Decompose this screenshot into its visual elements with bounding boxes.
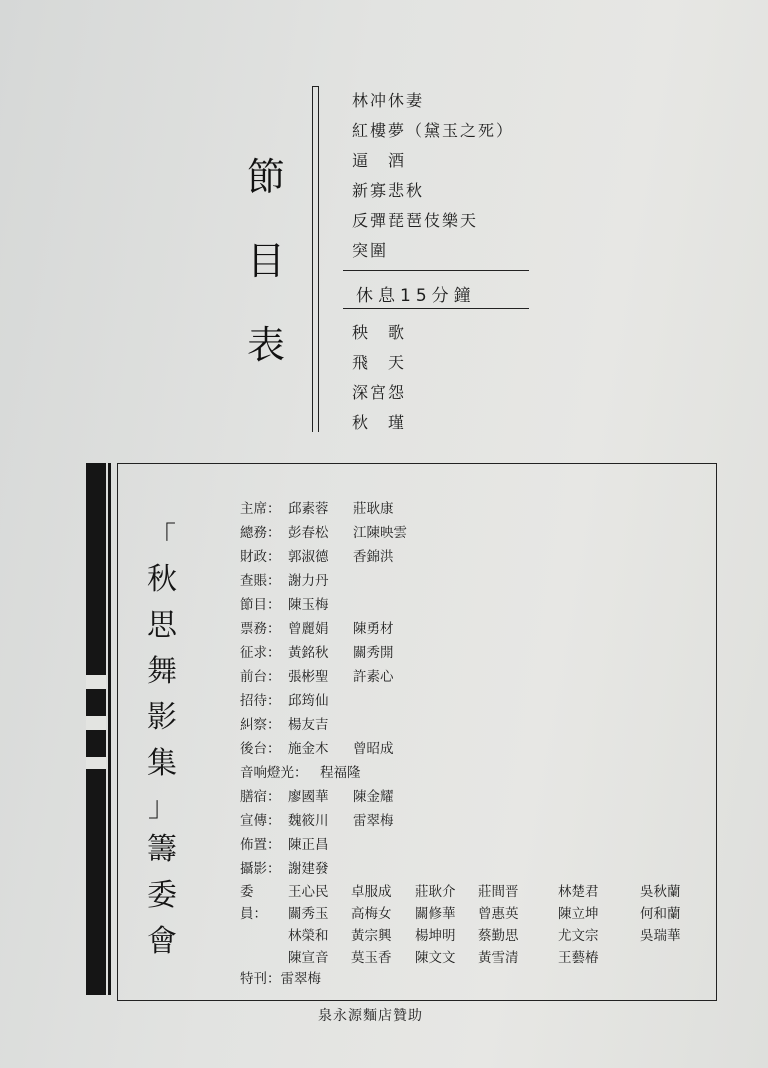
role-member-name: 魏筱川 [288, 813, 329, 829]
members-column [415, 881, 456, 969]
committee-title-char: 委 [147, 878, 177, 913]
role-member-name: 邱素蓉 [288, 501, 329, 517]
program-list-part2 [352, 318, 406, 438]
members-column [351, 881, 392, 969]
role-label: 宣傳： [240, 813, 281, 829]
role-label: 總務： [240, 525, 281, 541]
committee-title-char: 會 [147, 924, 177, 959]
role-label: 糾察： [240, 717, 281, 733]
member-name: 高梅女 [351, 906, 392, 922]
role-label: 征求： [240, 645, 281, 661]
member-name: 莫玉香 [351, 950, 392, 966]
role-member-name: 許素心 [353, 669, 394, 685]
bar-gap [86, 716, 106, 730]
member-name: 關修華 [415, 906, 456, 922]
role-member-name: 陳勇材 [353, 621, 394, 637]
role-label: 膳宿： [240, 789, 281, 805]
intermission-rule-bottom [343, 308, 529, 309]
committee-title-char: 」 [147, 790, 176, 823]
role-member-name: 廖國華 [288, 789, 329, 805]
program-item: 秧 歌 [352, 323, 407, 342]
program-item: 秋 瑾 [352, 413, 407, 432]
role-member-name: 莊耿康 [353, 501, 394, 517]
program-item: 突圍 [352, 241, 389, 260]
committee-title-char: 秋 [147, 562, 177, 597]
member-name: 關秀玉 [288, 906, 329, 922]
bar-gap [86, 757, 106, 769]
members-column [558, 881, 599, 969]
program-item: 反彈琵琶伎樂天 [352, 211, 479, 230]
members-column [478, 881, 519, 969]
member-name: 吳瑞華 [640, 928, 681, 944]
members-column [640, 881, 681, 947]
role-member-name: 香錦洪 [353, 549, 394, 565]
program-title [240, 135, 292, 387]
program-list-part1 [352, 86, 552, 266]
members-column [288, 881, 329, 969]
program-item: 飛 天 [352, 353, 407, 372]
member-name: 莊耿介 [415, 884, 456, 900]
program-divider-line [312, 86, 319, 432]
member-name: 陳立坤 [558, 906, 599, 922]
member-name: 莊間晋 [478, 884, 519, 900]
program-item: 林冲休妻 [352, 91, 425, 110]
member-name: 陳文文 [415, 950, 456, 966]
program-title-char: 表 [246, 323, 285, 367]
committee-title-char: 舞 [147, 654, 177, 689]
member-name: 何和蘭 [640, 906, 681, 922]
member-name: 黃宗興 [351, 928, 392, 944]
intermission-rule-top [343, 270, 529, 271]
committee-title [140, 517, 184, 965]
role-member-name: 關秀開 [353, 645, 394, 661]
role-member-name: 謝建發 [288, 861, 329, 877]
role-label: 招待： [240, 693, 281, 709]
member-name: 楊坤明 [415, 928, 456, 944]
role-label: 查賬： [240, 573, 281, 589]
member-name: 黃雪清 [478, 950, 519, 966]
role-member-name: 曾昭成 [353, 741, 394, 757]
role-member-name: 黃銘秋 [288, 645, 329, 661]
role-label: 財政： [240, 549, 281, 565]
committee-title-char: 籌 [147, 832, 177, 867]
role-member-name: 陳金耀 [353, 789, 394, 805]
role-label: 主席： [240, 501, 281, 517]
role-member-name: 彭春松 [288, 525, 329, 541]
committee-title-char: 集 [147, 746, 177, 781]
role-member-name: 郭淑德 [288, 549, 329, 565]
program-title-char: 節 [246, 155, 285, 199]
role-label: 前台： [240, 669, 281, 685]
member-name: 林榮和 [288, 928, 329, 944]
role-member-name: 楊友吉 [288, 717, 329, 733]
committee-title-char: 「 [147, 520, 176, 553]
program-item: 紅樓夢（黛玉之死） [352, 121, 515, 140]
special-issue-name: 雷翠梅 [280, 971, 321, 987]
role-member-name: 邱筠仙 [288, 693, 329, 709]
role-member-name: 曾麗娟 [288, 621, 329, 637]
bar-gap [86, 675, 106, 689]
member-name: 曾惠英 [478, 906, 519, 922]
member-name: 卓服成 [351, 884, 392, 900]
member-name: 吳秋蘭 [640, 884, 681, 900]
decorative-thin-bar [108, 463, 111, 995]
role-member-name: 謝力丹 [288, 573, 329, 589]
sponsor-line: 泉永源麵店贊助 [318, 1008, 423, 1024]
role-label: 後台： [240, 741, 281, 757]
member-name: 王心民 [288, 884, 329, 900]
role-member-name: 程福隆 [320, 765, 361, 781]
member-name: 王藝椿 [558, 950, 599, 966]
role-member-name: 張彬聖 [288, 669, 329, 685]
member-name: 林楚君 [558, 884, 599, 900]
program-item: 逼 酒 [352, 151, 407, 170]
program-title-char: 目 [246, 239, 285, 283]
program-item: 深宮怨 [352, 383, 407, 402]
role-member-name: 陳正昌 [288, 837, 329, 853]
role-label: 攝影： [240, 861, 281, 877]
role-label: 節目： [240, 597, 281, 613]
role-label: 票務： [240, 621, 281, 637]
committee-title-char: 影 [147, 700, 177, 735]
role-member-name: 施金木 [288, 741, 329, 757]
intermission-note: 休息15分鐘 [356, 286, 476, 306]
members-label: 委員： [240, 884, 267, 922]
member-name: 陳宣音 [288, 950, 329, 966]
member-name: 蔡勤思 [478, 928, 519, 944]
role-label: 佈置： [240, 837, 281, 853]
role-label: 音响燈光： [240, 765, 308, 781]
role-member-name: 江陳映雲 [353, 525, 407, 541]
special-issue-row [240, 968, 321, 990]
member-name: 尤文宗 [558, 928, 599, 944]
special-issue-label: 特刊： [240, 971, 281, 987]
program-item: 新寡悲秋 [352, 181, 425, 200]
role-member-name: 雷翠梅 [353, 813, 394, 829]
role-member-name: 陳玉梅 [288, 597, 329, 613]
committee-title-char: 思 [147, 608, 177, 643]
